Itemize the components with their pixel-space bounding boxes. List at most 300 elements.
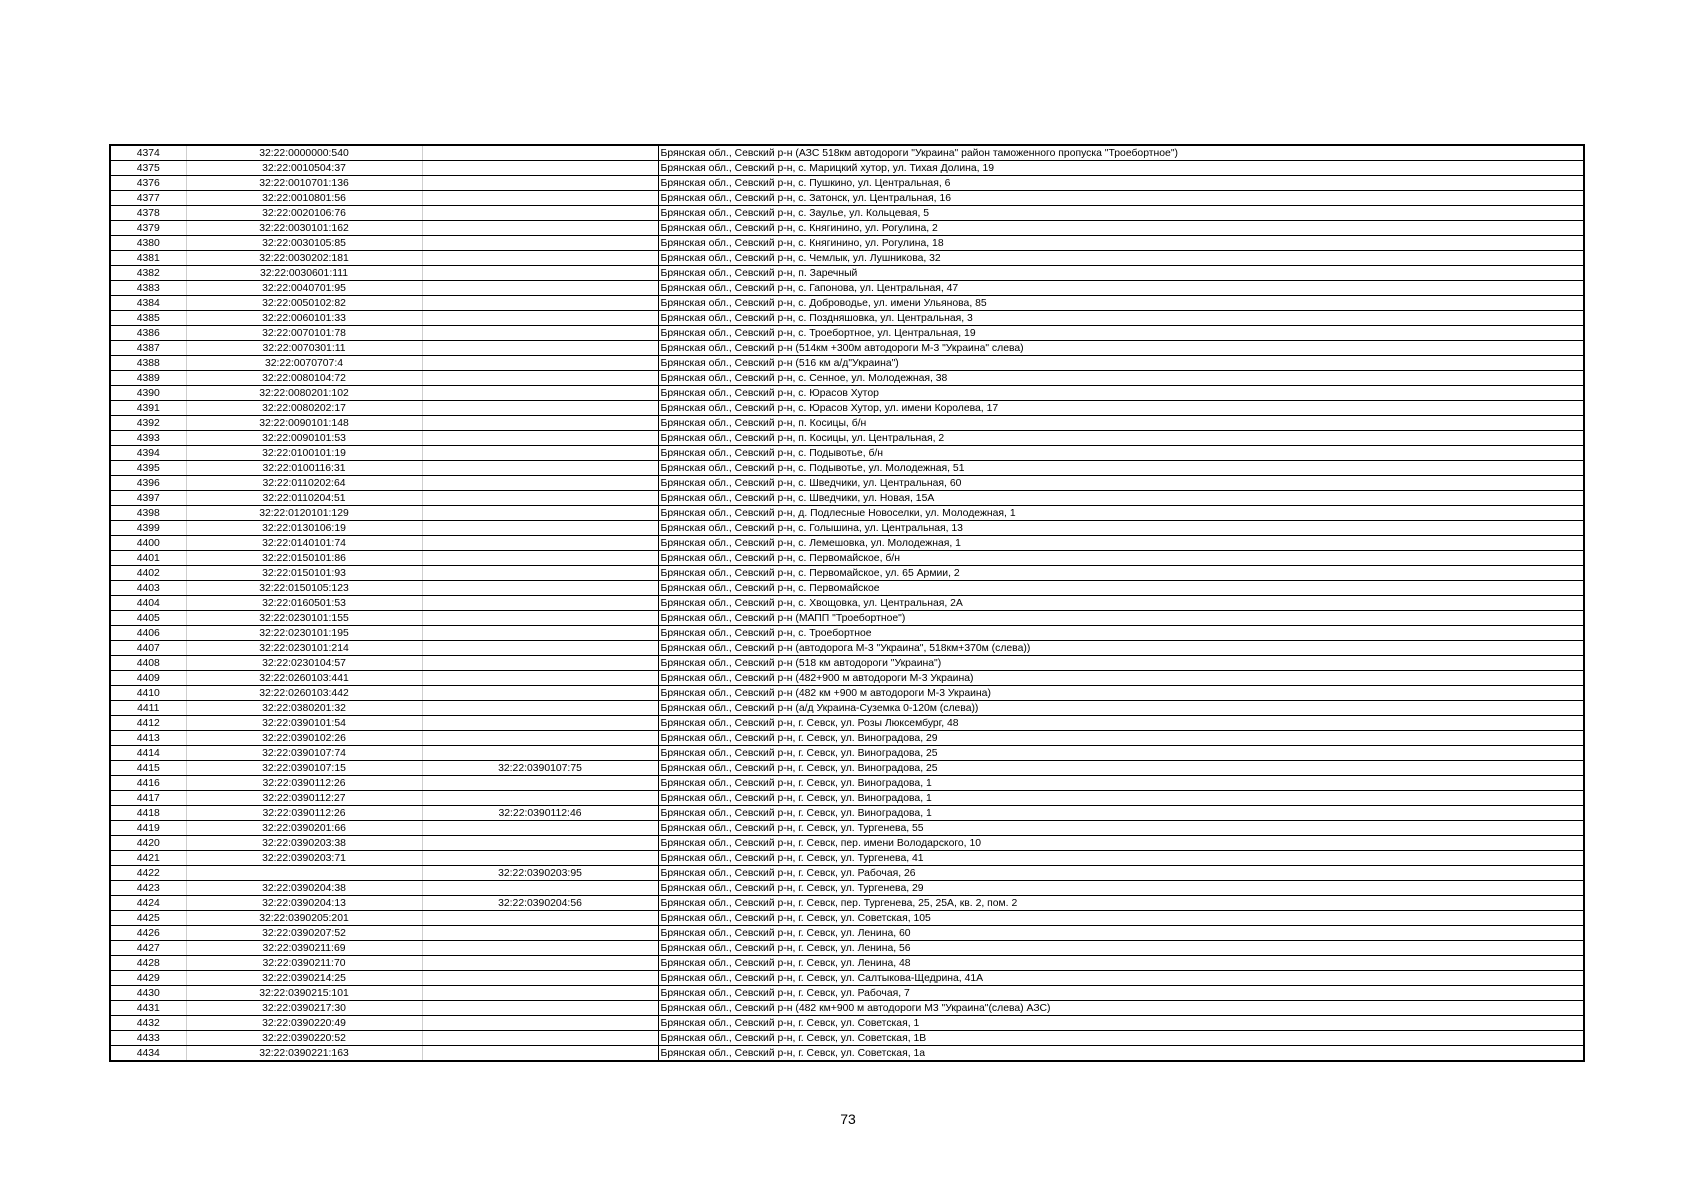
related-cadastral-number-cell (422, 176, 658, 191)
related-cadastral-number-cell (422, 581, 658, 596)
cadastral-number-cell: 32:22:0390211:70 (186, 956, 422, 971)
row-number-cell: 4395 (110, 461, 186, 476)
table-row (110, 386, 1584, 401)
row-number-cell: 4387 (110, 341, 186, 356)
related-cadastral-number-cell (422, 611, 658, 626)
table-row (110, 536, 1584, 551)
address-cell: Брянская обл., Севский р-н, п. Заречный (658, 266, 1584, 281)
cadastral-number-cell: 32:22:0050102:82 (186, 296, 422, 311)
table-row (110, 896, 1584, 911)
row-number-cell: 4408 (110, 656, 186, 671)
address-cell: Брянская обл., Севский р-н, с. Марицкий хутор, ул. Тихая Долина, 19 (658, 161, 1584, 176)
related-cadastral-number-cell (422, 641, 658, 656)
table-row (110, 431, 1584, 446)
related-cadastral-number-cell (422, 626, 658, 641)
table-row (110, 611, 1584, 626)
table-row (110, 191, 1584, 206)
address-cell: Брянская обл., Севский р-н, г. Севск, ул. Ленина, 60 (658, 926, 1584, 941)
row-number-cell: 4396 (110, 476, 186, 491)
cadastral-number-cell: 32:22:0040701:95 (186, 281, 422, 296)
row-number-cell: 4392 (110, 416, 186, 431)
related-cadastral-number-cell: 32:22:0390107:75 (422, 761, 658, 776)
address-cell: Брянская обл., Севский р-н, с. Княгинино, ул. Рогулина, 18 (658, 236, 1584, 251)
table-row (110, 866, 1584, 881)
address-cell: Брянская обл., Севский р-н, г. Севск, ул. Рабочая, 26 (658, 866, 1584, 881)
cadastral-number-cell: 32:22:0120101:129 (186, 506, 422, 521)
row-number-cell: 4374 (110, 145, 186, 161)
table-body (110, 145, 1584, 1061)
cadastral-number-cell: 32:22:0090101:53 (186, 431, 422, 446)
related-cadastral-number-cell (422, 416, 658, 431)
address-cell: Брянская обл., Севский р-н (АЗС 518км автодороги "Украина" район таможенного пропуска "Троебортное") (658, 145, 1584, 161)
address-cell: Брянская обл., Севский р-н, г. Севск, пер. Тургенева, 25, 25А, кв. 2, пом. 2 (658, 896, 1584, 911)
related-cadastral-number-cell (422, 356, 658, 371)
row-number-cell: 4398 (110, 506, 186, 521)
cadastral-number-cell: 32:22:0080104:72 (186, 371, 422, 386)
row-number-cell: 4432 (110, 1016, 186, 1031)
row-number-cell: 4412 (110, 716, 186, 731)
cadastral-number-cell: 32:22:0390207:52 (186, 926, 422, 941)
related-cadastral-number-cell (422, 461, 658, 476)
related-cadastral-number-cell (422, 566, 658, 581)
row-number-cell: 4377 (110, 191, 186, 206)
row-number-cell: 4380 (110, 236, 186, 251)
row-number-cell: 4429 (110, 971, 186, 986)
table-row (110, 476, 1584, 491)
row-number-cell: 4426 (110, 926, 186, 941)
related-cadastral-number-cell (422, 431, 658, 446)
row-number-cell: 4383 (110, 281, 186, 296)
related-cadastral-number-cell (422, 656, 658, 671)
cadastral-number-cell: 32:22:0390211:69 (186, 941, 422, 956)
table-row (110, 986, 1584, 1001)
table-row (110, 461, 1584, 476)
cadastral-number-cell: 32:22:0390102:26 (186, 731, 422, 746)
row-number-cell: 4401 (110, 551, 186, 566)
cadastral-number-cell: 32:22:0140101:74 (186, 536, 422, 551)
related-cadastral-number-cell (422, 281, 658, 296)
row-number-cell: 4386 (110, 326, 186, 341)
cadastral-number-cell: 32:22:0230101:195 (186, 626, 422, 641)
cadastral-number-cell: 32:22:0060101:33 (186, 311, 422, 326)
cadastral-number-cell: 32:22:0150101:93 (186, 566, 422, 581)
related-cadastral-number-cell (422, 746, 658, 761)
address-cell: Брянская обл., Севский р-н, г. Севск, ул. Советская, 1 (658, 1016, 1584, 1031)
row-number-cell: 4378 (110, 206, 186, 221)
cadastral-number-cell: 32:22:0010504:37 (186, 161, 422, 176)
row-number-cell: 4388 (110, 356, 186, 371)
cadastral-number-cell: 32:22:0000000:540 (186, 145, 422, 161)
table-row (110, 971, 1584, 986)
cadastral-number-cell: 32:22:0070301:11 (186, 341, 422, 356)
address-cell: Брянская обл., Севский р-н (автодорога М-3 "Украина", 518км+370м (слева)) (658, 641, 1584, 656)
row-number-cell: 4411 (110, 701, 186, 716)
address-cell: Брянская обл., Севский р-н, с. Троебортное, ул. Центральная, 19 (658, 326, 1584, 341)
cadastral-number-cell: 32:22:0390203:71 (186, 851, 422, 866)
table-row (110, 341, 1584, 356)
row-number-cell: 4406 (110, 626, 186, 641)
address-cell: Брянская обл., Севский р-н, с. Шведчики, ул. Центральная, 60 (658, 476, 1584, 491)
related-cadastral-number-cell (422, 401, 658, 416)
address-cell: Брянская обл., Севский р-н, с. Пушкино, ул. Центральная, 6 (658, 176, 1584, 191)
cadastral-number-cell: 32:22:0390112:27 (186, 791, 422, 806)
address-cell: Брянская обл., Севский р-н (482+900 м автодороги М-3 Украина) (658, 671, 1584, 686)
related-cadastral-number-cell (422, 551, 658, 566)
cadastral-number-cell: 32:22:0110204:51 (186, 491, 422, 506)
row-number-cell: 4422 (110, 866, 186, 881)
cadastral-number-cell: 32:22:0020106:76 (186, 206, 422, 221)
page-number: 73 (840, 1111, 856, 1127)
cadastral-number-cell: 32:22:0390107:15 (186, 761, 422, 776)
table-row (110, 641, 1584, 656)
row-number-cell: 4402 (110, 566, 186, 581)
related-cadastral-number-cell: 32:22:0390112:46 (422, 806, 658, 821)
table-row (110, 716, 1584, 731)
table-row (110, 521, 1584, 536)
address-cell: Брянская обл., Севский р-н, г. Севск, ул. Рабочая, 7 (658, 986, 1584, 1001)
address-cell: Брянская обл., Севский р-н, с. Сенное, ул. Молодежная, 38 (658, 371, 1584, 386)
related-cadastral-number-cell (422, 251, 658, 266)
table-row (110, 836, 1584, 851)
address-cell: Брянская обл., Севский р-н, г. Севск, ул. Виноградова, 29 (658, 731, 1584, 746)
related-cadastral-number-cell (422, 206, 658, 221)
related-cadastral-number-cell (422, 506, 658, 521)
cadastral-table (109, 144, 1585, 1062)
table-row (110, 821, 1584, 836)
related-cadastral-number-cell (422, 521, 658, 536)
related-cadastral-number-cell (422, 821, 658, 836)
row-number-cell: 4384 (110, 296, 186, 311)
row-number-cell: 4381 (110, 251, 186, 266)
cadastral-number-cell: 32:22:0390220:49 (186, 1016, 422, 1031)
table-row (110, 941, 1584, 956)
cadastral-number-cell: 32:22:0070707:4 (186, 356, 422, 371)
related-cadastral-number-cell (422, 491, 658, 506)
address-cell: Брянская обл., Севский р-н, г. Севск, ул. Советская, 105 (658, 911, 1584, 926)
table-row (110, 371, 1584, 386)
table-row (110, 1001, 1584, 1016)
address-cell: Брянская обл., Севский р-н (516 км а/д"Украина") (658, 356, 1584, 371)
row-number-cell: 4400 (110, 536, 186, 551)
related-cadastral-number-cell (422, 731, 658, 746)
row-number-cell: 4399 (110, 521, 186, 536)
table-row (110, 881, 1584, 896)
table-row (110, 161, 1584, 176)
address-cell: Брянская обл., Севский р-н, г. Севск, ул. Советская, 1а (658, 1046, 1584, 1062)
address-cell: Брянская обл., Севский р-н, с. Первомайское, ул. 65 Армии, 2 (658, 566, 1584, 581)
row-number-cell: 4420 (110, 836, 186, 851)
table-row (110, 731, 1584, 746)
cadastral-number-cell: 32:22:0030105:85 (186, 236, 422, 251)
address-cell: Брянская обл., Севский р-н, с. Шведчики, ул. Новая, 15А (658, 491, 1584, 506)
related-cadastral-number-cell (422, 851, 658, 866)
address-cell: Брянская обл., Севский р-н, г. Севск, ул. Виноградова, 25 (658, 746, 1584, 761)
table-row (110, 791, 1584, 806)
table-row (110, 356, 1584, 371)
row-number-cell: 4410 (110, 686, 186, 701)
cadastral-number-cell: 32:22:0010701:136 (186, 176, 422, 191)
cadastral-number-cell: 32:22:0230104:57 (186, 656, 422, 671)
cadastral-number-cell: 32:22:0110202:64 (186, 476, 422, 491)
cadastral-number-cell: 32:22:0390112:26 (186, 776, 422, 791)
cadastral-number-cell: 32:22:0390217:30 (186, 1001, 422, 1016)
cadastral-number-cell: 32:22:0090101:148 (186, 416, 422, 431)
row-number-cell: 4403 (110, 581, 186, 596)
row-number-cell: 4417 (110, 791, 186, 806)
related-cadastral-number-cell (422, 476, 658, 491)
address-cell: Брянская обл., Севский р-н, с. Поздняшовка, ул. Центральная, 3 (658, 311, 1584, 326)
table-row (110, 221, 1584, 236)
row-number-cell: 4424 (110, 896, 186, 911)
related-cadastral-number-cell (422, 311, 658, 326)
address-cell: Брянская обл., Севский р-н, г. Севск, ул. Тургенева, 55 (658, 821, 1584, 836)
row-number-cell: 4433 (110, 1031, 186, 1046)
table-row (110, 776, 1584, 791)
address-cell: Брянская обл., Севский р-н, г. Севск, ул. Тургенева, 41 (658, 851, 1584, 866)
address-cell: Брянская обл., Севский р-н, п. Косицы, ул. Центральная, 2 (658, 431, 1584, 446)
cadastral-number-cell: 32:22:0390101:54 (186, 716, 422, 731)
cadastral-number-cell: 32:22:0070101:78 (186, 326, 422, 341)
related-cadastral-number-cell (422, 191, 658, 206)
table-row (110, 506, 1584, 521)
row-number-cell: 4390 (110, 386, 186, 401)
row-number-cell: 4431 (110, 1001, 186, 1016)
address-cell: Брянская обл., Севский р-н, с. Лемешовка, ул. Молодежная, 1 (658, 536, 1584, 551)
cadastral-number-cell: 32:22:0230101:155 (186, 611, 422, 626)
cadastral-number-cell: 32:22:0100116:31 (186, 461, 422, 476)
related-cadastral-number-cell (422, 266, 658, 281)
related-cadastral-number-cell (422, 446, 658, 461)
table-row (110, 806, 1584, 821)
address-cell: Брянская обл., Севский р-н, с. Первомайское (658, 581, 1584, 596)
address-cell: Брянская обл., Севский р-н, с. Хвощовка, ул. Центральная, 2А (658, 596, 1584, 611)
table-row (110, 416, 1584, 431)
table-row (110, 281, 1584, 296)
related-cadastral-number-cell (422, 341, 658, 356)
related-cadastral-number-cell (422, 941, 658, 956)
cadastral-number-cell: 32:22:0260103:441 (186, 671, 422, 686)
address-cell: Брянская обл., Севский р-н (514км +300м автодороги М-3 "Украина" слева) (658, 341, 1584, 356)
cadastral-number-cell: 32:22:0150105:123 (186, 581, 422, 596)
address-cell: Брянская обл., Севский р-н, г. Севск, ул. Салтыкова-Щедрина, 41А (658, 971, 1584, 986)
row-number-cell: 4413 (110, 731, 186, 746)
address-cell: Брянская обл., Севский р-н, г. Севск, ул. Тургенева, 29 (658, 881, 1584, 896)
table-row (110, 911, 1584, 926)
cadastral-number-cell: 32:22:0390112:26 (186, 806, 422, 821)
cadastral-number-cell: 32:22:0390215:101 (186, 986, 422, 1001)
cadastral-number-cell: 32:22:0390204:38 (186, 881, 422, 896)
related-cadastral-number-cell (422, 1016, 658, 1031)
related-cadastral-number-cell (422, 221, 658, 236)
table-row (110, 326, 1584, 341)
related-cadastral-number-cell (422, 986, 658, 1001)
cadastral-number-cell: 32:22:0390205:201 (186, 911, 422, 926)
related-cadastral-number-cell (422, 1031, 658, 1046)
row-number-cell: 4376 (110, 176, 186, 191)
cadastral-number-cell: 32:22:0030601:111 (186, 266, 422, 281)
row-number-cell: 4389 (110, 371, 186, 386)
cadastral-number-cell: 32:22:0010801:56 (186, 191, 422, 206)
related-cadastral-number-cell (422, 371, 658, 386)
related-cadastral-number-cell: 32:22:0390203:95 (422, 866, 658, 881)
related-cadastral-number-cell (422, 671, 658, 686)
address-cell: Брянская обл., Севский р-н, с. Заулье, ул. Кольцевая, 5 (658, 206, 1584, 221)
address-cell: Брянская обл., Севский р-н (482 км+900 м автодороги М3 "Украина"(слева) АЗС) (658, 1001, 1584, 1016)
related-cadastral-number-cell (422, 1046, 658, 1062)
related-cadastral-number-cell (422, 956, 658, 971)
related-cadastral-number-cell (422, 881, 658, 896)
cadastral-number-cell: 32:22:0390203:38 (186, 836, 422, 851)
related-cadastral-number-cell (422, 536, 658, 551)
row-number-cell: 4418 (110, 806, 186, 821)
row-number-cell: 4393 (110, 431, 186, 446)
address-cell: Брянская обл., Севский р-н, с. Затонск, ул. Центральная, 16 (658, 191, 1584, 206)
related-cadastral-number-cell (422, 791, 658, 806)
cadastral-number-cell: 32:22:0390201:66 (186, 821, 422, 836)
related-cadastral-number-cell (422, 596, 658, 611)
table-row (110, 551, 1584, 566)
table-row (110, 311, 1584, 326)
address-cell: Брянская обл., Севский р-н, г. Севск, ул. Ленина, 48 (658, 956, 1584, 971)
address-cell: Брянская обл., Севский р-н, г. Севск, ул. Виноградова, 1 (658, 806, 1584, 821)
row-number-cell: 4397 (110, 491, 186, 506)
row-number-cell: 4404 (110, 596, 186, 611)
table-row (110, 236, 1584, 251)
address-cell: Брянская обл., Севский р-н, с. Юрасов Хутор (658, 386, 1584, 401)
table-row (110, 206, 1584, 221)
address-cell: Брянская обл., Севский р-н, д. Подлесные Новоселки, ул. Молодежная, 1 (658, 506, 1584, 521)
related-cadastral-number-cell (422, 386, 658, 401)
cadastral-number-cell: 32:22:0100101:19 (186, 446, 422, 461)
cadastral-number-cell: 32:22:0390220:52 (186, 1031, 422, 1046)
table-row (110, 701, 1584, 716)
address-cell: Брянская обл., Севский р-н, с. Подывотье, ул. Молодежная, 51 (658, 461, 1584, 476)
cadastral-number-cell: 32:22:0230101:214 (186, 641, 422, 656)
table-row (110, 296, 1584, 311)
address-cell: Брянская обл., Севский р-н (МАПП "Троебортное") (658, 611, 1584, 626)
cadastral-number-cell: 32:22:0380201:32 (186, 701, 422, 716)
row-number-cell: 4416 (110, 776, 186, 791)
row-number-cell: 4427 (110, 941, 186, 956)
table-row (110, 145, 1584, 161)
related-cadastral-number-cell (422, 1001, 658, 1016)
row-number-cell: 4434 (110, 1046, 186, 1062)
row-number-cell: 4391 (110, 401, 186, 416)
address-cell: Брянская обл., Севский р-н (482 км +900 м автодороги М-3 Украина) (658, 686, 1584, 701)
cadastral-number-cell: 32:22:0080202:17 (186, 401, 422, 416)
address-cell: Брянская обл., Севский р-н, г. Севск, ул. Виноградова, 1 (658, 776, 1584, 791)
table-row (110, 671, 1584, 686)
row-number-cell: 4385 (110, 311, 186, 326)
table-row (110, 1031, 1584, 1046)
row-number-cell: 4414 (110, 746, 186, 761)
table-row (110, 956, 1584, 971)
address-cell: Брянская обл., Севский р-н, г. Севск, ул. Виноградова, 1 (658, 791, 1584, 806)
row-number-cell: 4421 (110, 851, 186, 866)
related-cadastral-number-cell (422, 911, 658, 926)
table-row (110, 926, 1584, 941)
related-cadastral-number-cell (422, 686, 658, 701)
cadastral-number-cell: 32:22:0390214:25 (186, 971, 422, 986)
table-row (110, 1046, 1584, 1062)
address-cell: Брянская обл., Севский р-н, г. Севск, ул. Виноградова, 25 (658, 761, 1584, 776)
address-cell: Брянская обл., Севский р-н (а/д Украина-Суземка 0-120м (слева)) (658, 701, 1584, 716)
related-cadastral-number-cell (422, 926, 658, 941)
row-number-cell: 4430 (110, 986, 186, 1001)
address-cell: Брянская обл., Севский р-н, с. Княгинино, ул. Рогулина, 2 (658, 221, 1584, 236)
related-cadastral-number-cell: 32:22:0390204:56 (422, 896, 658, 911)
address-cell: Брянская обл., Севский р-н, г. Севск, ул. Ленина, 56 (658, 941, 1584, 956)
address-cell: Брянская обл., Севский р-н, с. Первомайское, б/н (658, 551, 1584, 566)
row-number-cell: 4394 (110, 446, 186, 461)
related-cadastral-number-cell (422, 836, 658, 851)
address-cell: Брянская обл., Севский р-н, г. Севск, ул. Советская, 1В (658, 1031, 1584, 1046)
cadastral-number-cell: 32:22:0030101:162 (186, 221, 422, 236)
row-number-cell: 4382 (110, 266, 186, 281)
cadastral-number-cell: 32:22:0160501:53 (186, 596, 422, 611)
cadastral-number-cell: 32:22:0080201:102 (186, 386, 422, 401)
related-cadastral-number-cell (422, 296, 658, 311)
table-row (110, 401, 1584, 416)
row-number-cell: 4405 (110, 611, 186, 626)
related-cadastral-number-cell (422, 161, 658, 176)
address-cell: Брянская обл., Севский р-н (518 км автодороги "Украина") (658, 656, 1584, 671)
table-row (110, 566, 1584, 581)
table-row (110, 266, 1584, 281)
cadastral-number-cell: 32:22:0390204:13 (186, 896, 422, 911)
table-row (110, 491, 1584, 506)
table-row (110, 581, 1584, 596)
related-cadastral-number-cell (422, 701, 658, 716)
row-number-cell: 4375 (110, 161, 186, 176)
cadastral-number-cell: 32:22:0260103:442 (186, 686, 422, 701)
related-cadastral-number-cell (422, 236, 658, 251)
address-cell: Брянская обл., Севский р-н, с. Гапонова, ул. Центральная, 47 (658, 281, 1584, 296)
table-row (110, 596, 1584, 611)
row-number-cell: 4423 (110, 881, 186, 896)
table-row (110, 446, 1584, 461)
address-cell: Брянская обл., Севский р-н, с. Подывотье, б/н (658, 446, 1584, 461)
cadastral-number-cell (186, 866, 422, 881)
table-row (110, 746, 1584, 761)
address-cell: Брянская обл., Севский р-н, с. Троебортное (658, 626, 1584, 641)
table-row (110, 686, 1584, 701)
table-row (110, 176, 1584, 191)
related-cadastral-number-cell (422, 776, 658, 791)
cadastral-number-cell: 32:22:0390107:74 (186, 746, 422, 761)
related-cadastral-number-cell (422, 971, 658, 986)
row-number-cell: 4419 (110, 821, 186, 836)
related-cadastral-number-cell (422, 326, 658, 341)
address-cell: Брянская обл., Севский р-н, г. Севск, пер. имени Володарского, 10 (658, 836, 1584, 851)
related-cadastral-number-cell (422, 716, 658, 731)
table-row (110, 1016, 1584, 1031)
table-row (110, 656, 1584, 671)
related-cadastral-number-cell (422, 145, 658, 161)
row-number-cell: 4425 (110, 911, 186, 926)
address-cell: Брянская обл., Севский р-н, п. Косицы, б/н (658, 416, 1584, 431)
cadastral-number-cell: 32:22:0150101:86 (186, 551, 422, 566)
row-number-cell: 4407 (110, 641, 186, 656)
row-number-cell: 4428 (110, 956, 186, 971)
address-cell: Брянская обл., Севский р-н, г. Севск, ул. Розы Люксембург, 48 (658, 716, 1584, 731)
cadastral-number-cell: 32:22:0130106:19 (186, 521, 422, 536)
row-number-cell: 4415 (110, 761, 186, 776)
table-row (110, 851, 1584, 866)
table-row (110, 626, 1584, 641)
row-number-cell: 4379 (110, 221, 186, 236)
row-number-cell: 4409 (110, 671, 186, 686)
